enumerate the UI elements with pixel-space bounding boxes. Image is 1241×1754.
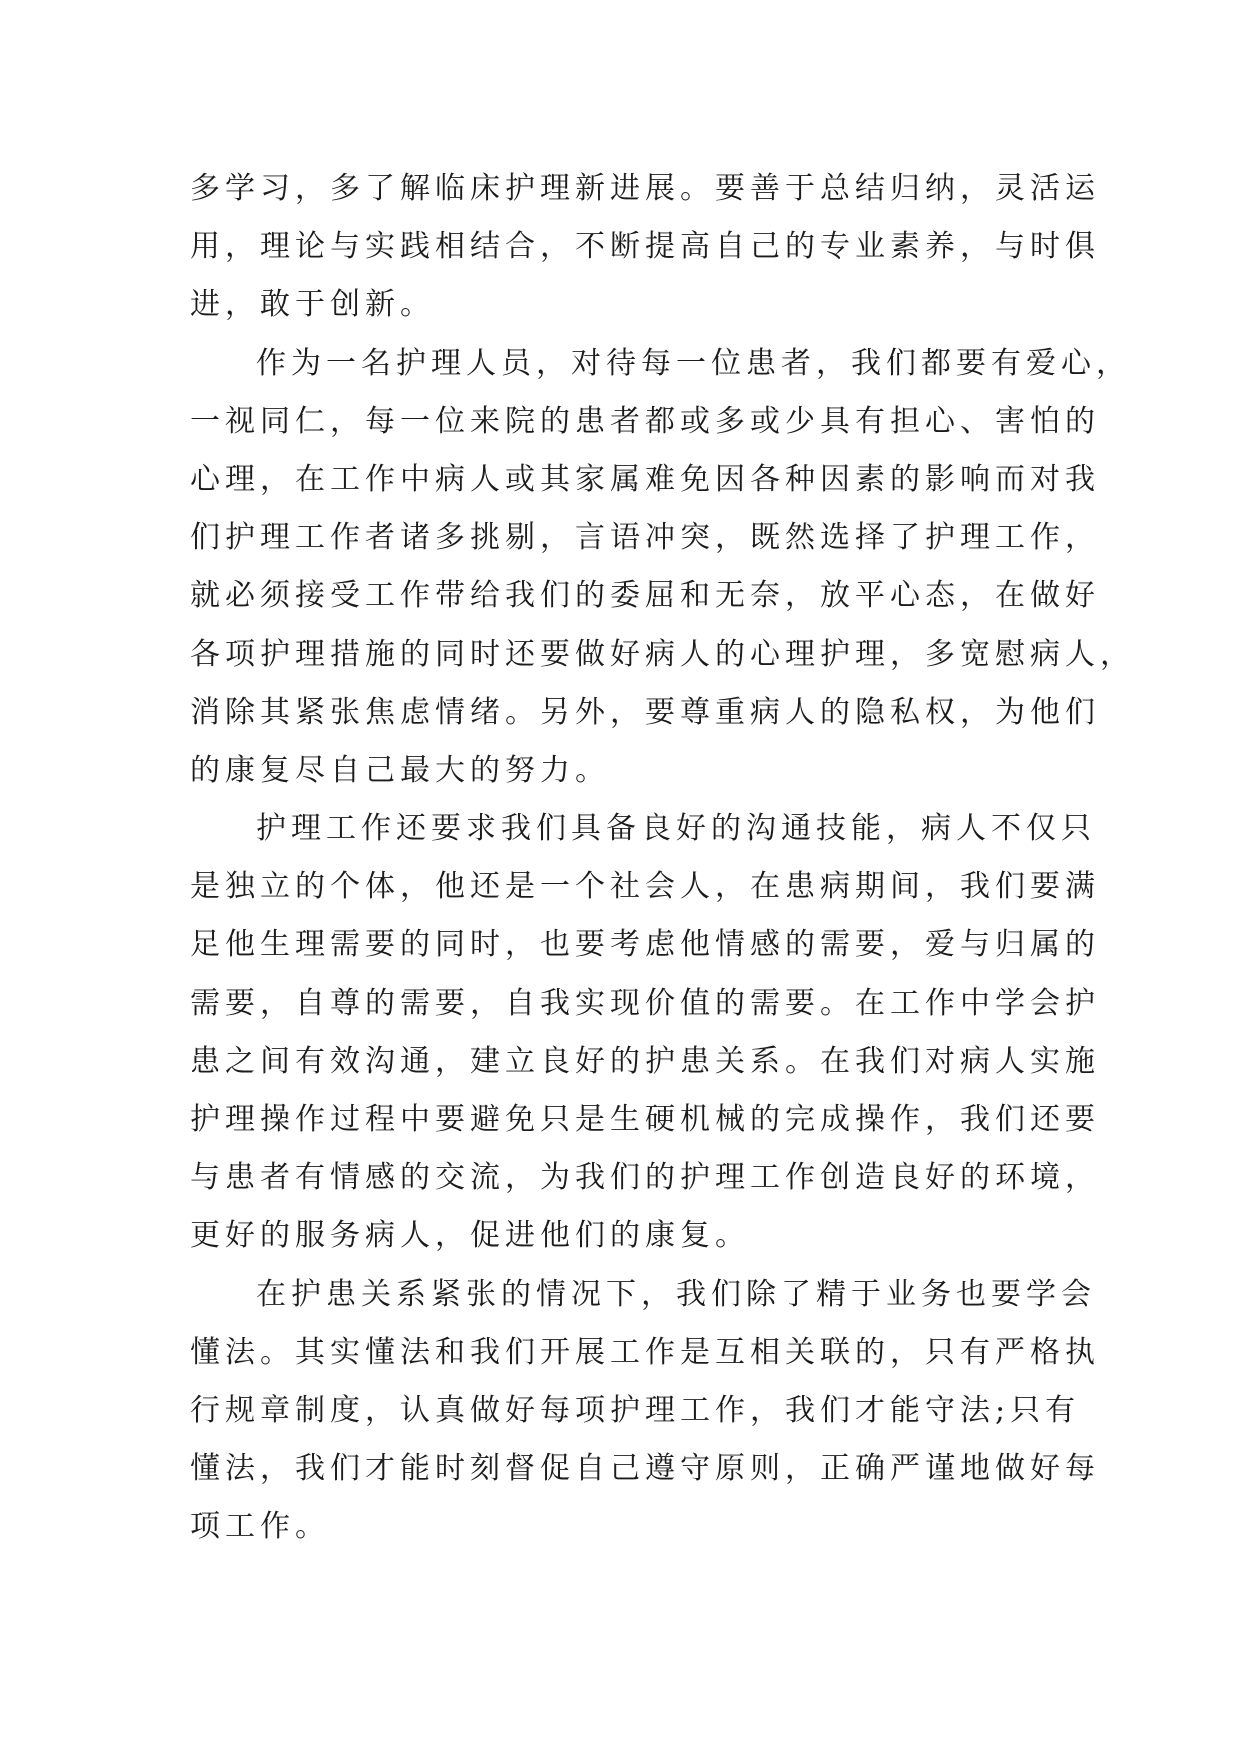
- text-line: 懂法。其实懂法和我们开展工作是互相关联的，只有严格执: [190, 1334, 1100, 1370]
- text-line: 就必须接受工作带给我们的委屈和无奈，放平心态，在做好: [190, 578, 1100, 614]
- document-body: [190, 160, 1135, 1557]
- text-line: 作为一名护理人员，对待每一位患者，我们都要有爱心，: [256, 345, 1131, 381]
- paragraph-3: [190, 800, 1100, 1266]
- text-line: 消除其紧张焦虑情绪。另外，要尊重病人的隐私权，为他们: [190, 694, 1100, 730]
- text-line: 一视同仁，每一位来院的患者都或多或少具有担心、害怕的: [190, 403, 1100, 439]
- paragraph-1: [190, 160, 1100, 335]
- paragraph-2: [190, 335, 1135, 801]
- text-line: 多学习，多了解临床护理新进展。要善于总结归纳，灵活运: [190, 171, 1100, 206]
- text-line: 在护患关系紧张的情况下，我们除了精于业务也要学会: [256, 1276, 1096, 1312]
- text-line: 行规章制度，认真做好每项护理工作，我们才能守法;只有: [190, 1392, 1081, 1428]
- text-line: 患之间有效沟通，建立良好的护患关系。在我们对病人实施: [190, 1043, 1100, 1079]
- text-line: 用，理论与实践相结合，不断提高自己的专业素养，与时俱: [190, 229, 1100, 265]
- text-line: 们护理工作者诸多挑剔，言语冲突，既然选择了护理工作，: [190, 520, 1100, 556]
- text-line: 足他生理需要的同时，也要考虑他情感的需要，爱与归属的: [190, 927, 1100, 963]
- text-line: 的康复尽自己最大的努力。: [190, 752, 610, 788]
- text-line: 与患者有情感的交流，为我们的护理工作创造良好的环境，: [190, 1160, 1100, 1196]
- text-line: 是独立的个体，他还是一个社会人，在患病期间，我们要满: [190, 869, 1100, 905]
- text-line: 更好的服务病人，促进他们的康复。: [190, 1218, 750, 1254]
- paragraph-4: [190, 1266, 1100, 1557]
- text-line: 懂法，我们才能时刻督促自己遵守原则，正确严谨地做好每: [190, 1451, 1100, 1487]
- text-line: 心理，在工作中病人或其家属难免因各种因素的影响而对我: [190, 461, 1100, 497]
- text-line: 进，敢于创新。: [190, 287, 435, 323]
- text-line: 项工作。: [190, 1509, 330, 1545]
- text-line: 护理操作过程中要避免只是生硬机械的完成操作，我们还要: [190, 1102, 1100, 1137]
- text-line: 各项护理措施的同时还要做好病人的心理护理，多宽慰病人，: [190, 636, 1135, 672]
- text-line: 护理工作还要求我们具备良好的沟通技能，病人不仅只: [256, 811, 1096, 847]
- text-line: 需要，自尊的需要，自我实现价值的需要。在工作中学会护: [190, 985, 1100, 1021]
